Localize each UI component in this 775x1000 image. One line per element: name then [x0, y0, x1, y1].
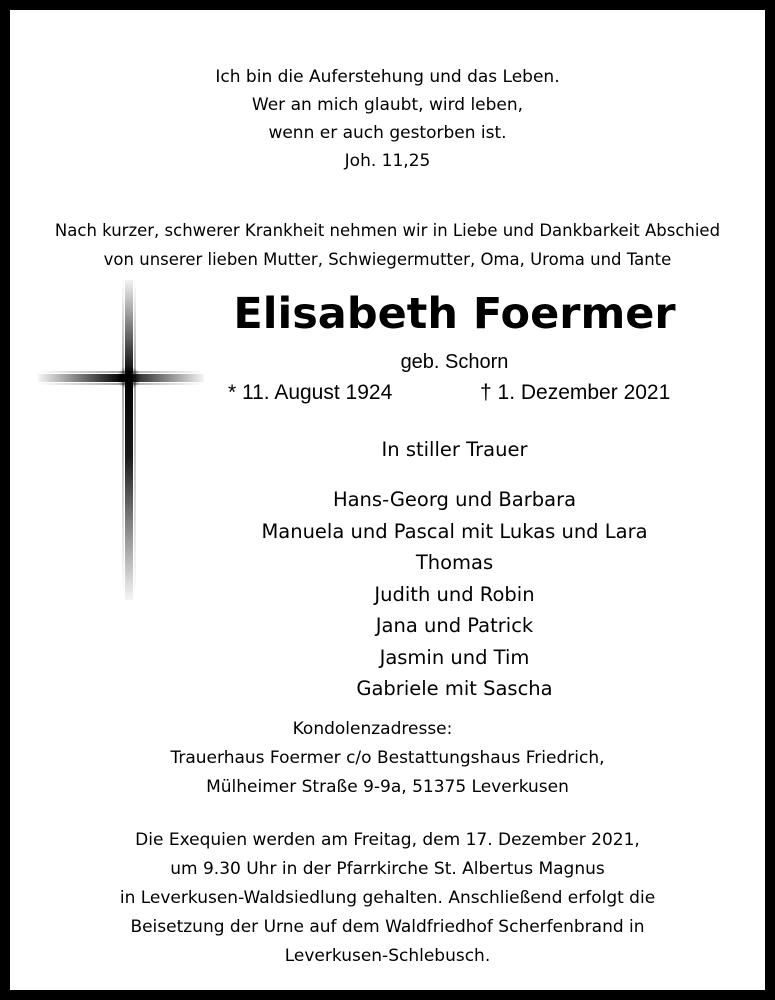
- condolence-label: Kondolenzadresse:: [292, 719, 453, 739]
- bible-verse: [10, 63, 765, 175]
- verse-reference: Joh. 11,25: [344, 151, 431, 171]
- birth-date: * 11. August 1924: [228, 381, 393, 404]
- mourning-heading: In stiller Trauer: [381, 438, 528, 461]
- service-line: Leverkusen-Schlebusch.: [284, 946, 491, 966]
- verse-line: Wer an mich glaubt, wird leben,: [251, 95, 524, 115]
- verse-line: wenn er auch gestorben ist.: [268, 123, 507, 143]
- deceased-name: Elisabeth Foermer: [233, 289, 676, 339]
- mourner-entry: Manuela und Pascal mit Lukas und Lara: [261, 519, 648, 543]
- service-line: in Leverkusen-Waldsiedlung gehalten. Anschließend erfolgt die: [119, 888, 656, 908]
- mourner-entry: Gabriele mit Sascha: [356, 677, 553, 700]
- mourner-entry: Thomas: [415, 551, 494, 574]
- service-details: [10, 826, 765, 971]
- service-line: Die Exequien werden am Freitag, dem 17. Dezember 2021,: [135, 830, 640, 850]
- mourners-list: [232, 484, 677, 705]
- cross-icon: [38, 280, 204, 600]
- condolence-line: Mülheimer Straße 9-9a, 51375 Leverkusen: [206, 777, 569, 797]
- intro-text: [10, 216, 765, 274]
- condolence-address: [10, 715, 765, 802]
- condolence-line: Trauerhaus Foermer c/o Bestattungshaus Friedrich,: [170, 748, 605, 768]
- intro-line: von unserer lieben Mutter, Schwiegermutter, Oma, Uroma und Tante: [103, 250, 672, 269]
- intro-line: Nach kurzer, schwerer Krankheit nehmen wir in Liebe und Dankbarkeit Abschied: [54, 221, 721, 240]
- mourner-entry: Hans-Georg und Barbara: [332, 488, 577, 511]
- service-line: um 9.30 Uhr in der Pfarrkirche St. Albertus Magnus: [170, 859, 605, 879]
- mourner-entry: Jasmin und Tim: [379, 645, 530, 669]
- verse-line: Ich bin die Auferstehung und das Leben.: [215, 67, 560, 87]
- death-date: † 1. Dezember 2021: [480, 381, 671, 404]
- maiden-name: geb. Schorn: [400, 351, 509, 373]
- mourner-entry: Jana und Patrick: [375, 614, 534, 637]
- mourner-entry: Judith und Robin: [374, 582, 535, 606]
- service-line: Beisetzung der Urne auf dem Waldfriedhof Scherfenbrand in: [130, 917, 645, 937]
